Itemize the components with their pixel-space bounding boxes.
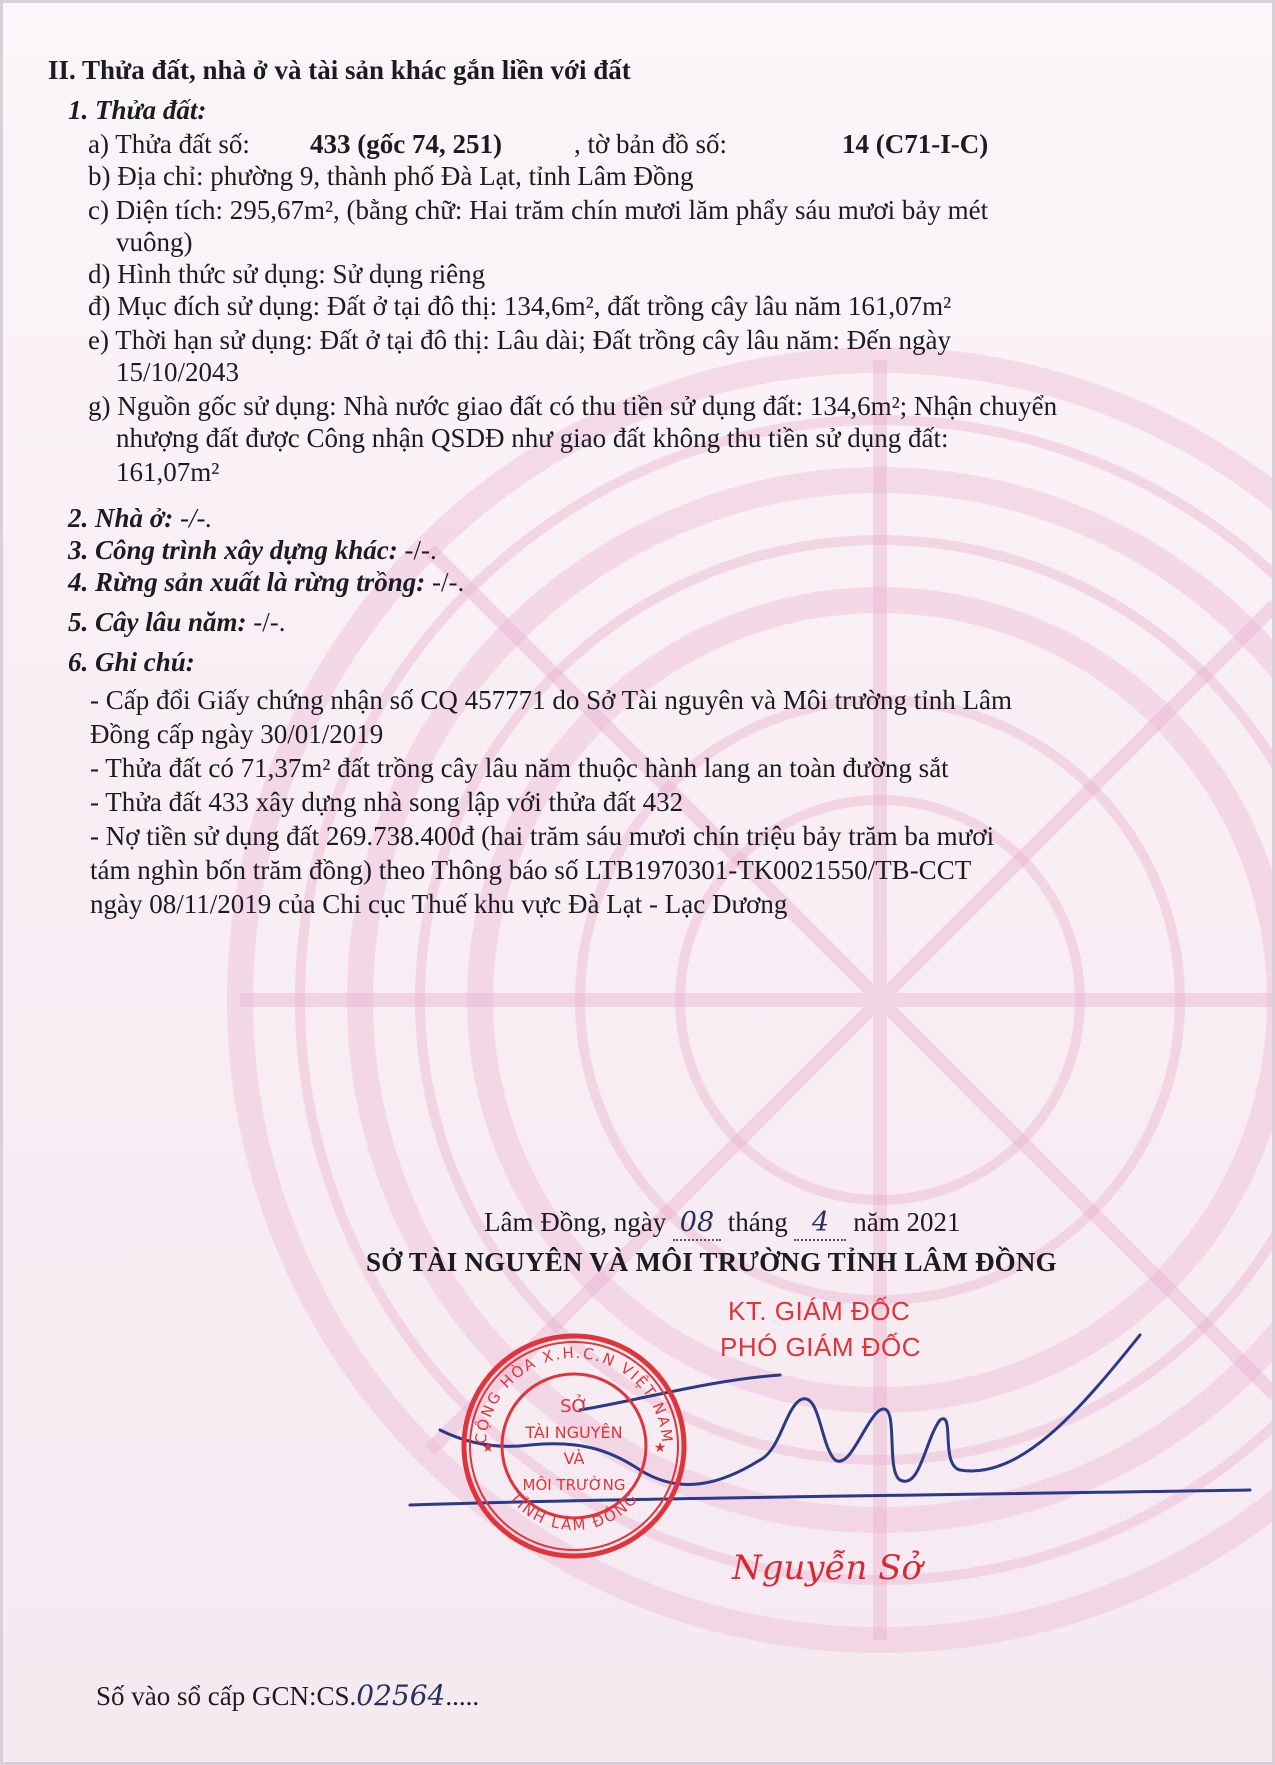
land-number-label: a) Thửa đất số: bbox=[88, 129, 250, 159]
note-1-line-1: - Cấp đổi Giấy chứng nhận số CQ 457771 do Sở Tài nguyên và Môi trường tỉnh Lâm bbox=[90, 685, 1012, 715]
usage-origin-line-2: nhượng đất được Công nhận QSDĐ như giao đất không thu tiền sử dụng đất: bbox=[116, 423, 949, 453]
date-day: 08 bbox=[673, 1207, 721, 1241]
perennial-row bbox=[68, 606, 286, 638]
section-title: II. Thửa đất, nhà ở và tài sản khác gắn liền với đất bbox=[48, 55, 631, 85]
map-sheet-value: 14 (C71-I-C) bbox=[842, 129, 989, 159]
area-line-2: vuông) bbox=[116, 227, 193, 257]
signer-name: Nguyễn Sở bbox=[732, 1548, 923, 1588]
forest-row bbox=[68, 566, 464, 598]
stamp-bottom-text: TỈNH LÂM ĐỒNG bbox=[505, 1488, 643, 1535]
registry-label: Số vào sổ cấp GCN:CS. bbox=[96, 1681, 357, 1711]
land-number-value: 433 (gốc 74, 251) bbox=[310, 129, 502, 159]
note-1-line-2: Đồng cấp ngày 30/01/2019 bbox=[90, 719, 384, 749]
note-4-line-3: ngày 08/11/2019 của Chi cục Thuế khu vực Đà Lạt - Lạc Dương bbox=[90, 889, 788, 919]
perennial-value: -/-. bbox=[253, 607, 286, 637]
note-4-line-1: - Nợ tiền sử dụng đất 269.738.400đ (hai trăm sáu mươi chín triệu bảy trăm ba mươi bbox=[90, 821, 995, 851]
stamp-outer-text: CỘNG HÒA X.H.C.N VIỆT NAM bbox=[471, 1343, 677, 1445]
note-3: - Thửa đất 433 xây dựng nhà song lập với thửa đất 432 bbox=[90, 787, 684, 817]
date-prefix: Lâm Đồng, ngày bbox=[484, 1207, 667, 1237]
registry-number: 02564 bbox=[356, 1679, 446, 1712]
land-heading: 1. Thửa đất: bbox=[68, 95, 207, 125]
forest-value: -/-. bbox=[431, 567, 465, 597]
usage-origin-line-3: 161,07m² bbox=[116, 457, 220, 487]
issuing-organization: SỞ TÀI NGUYÊN VÀ MÔI TRƯỜNG TỈNH LÂM ĐỒNG bbox=[366, 1247, 1057, 1277]
date-year: năm 2021 bbox=[853, 1207, 961, 1237]
notes-heading: 6. Ghi chú: bbox=[68, 647, 195, 677]
other-works-row bbox=[68, 534, 437, 566]
official-stamp bbox=[458, 1330, 690, 1562]
address-line: b) Địa chỉ: phường 9, thành phố Đà Lạt, tỉnh Lâm Đồng bbox=[88, 161, 694, 191]
registry-trailing: ..... bbox=[445, 1681, 480, 1711]
stamp-inner-line-4: MÔI TRƯỜNG bbox=[522, 1476, 626, 1494]
house-heading: 2. Nhà ở: bbox=[68, 503, 174, 533]
role-line-2: PHÓ GIÁM ĐỐC bbox=[720, 1332, 922, 1362]
issue-date-line bbox=[484, 1206, 960, 1241]
usage-origin-line-1: g) Nguồn gốc sử dụng: Nhà nước giao đất có thu tiền sử dụng đất: 134,6m²; Nhận chuyển bbox=[88, 391, 1058, 421]
stamp-inner-line-1: SỞ bbox=[560, 1396, 588, 1417]
usage-term-line-2: 15/10/2043 bbox=[116, 357, 240, 387]
stamp-star-left-icon: ★ bbox=[481, 1441, 495, 1456]
other-works-heading: 3. Công trình xây dựng khác: bbox=[68, 535, 398, 565]
house-value: -/-. bbox=[180, 503, 213, 533]
stamp-inner-line-3: VÀ bbox=[563, 1449, 585, 1468]
house-row bbox=[68, 502, 212, 534]
perennial-heading: 5. Cây lâu năm: bbox=[68, 607, 247, 637]
svg-text:TỈNH LÂM ĐỒNG bbox=[505, 1488, 642, 1534]
note-2: - Thửa đất có 71,37m² đất trồng cây lâu năm thuộc hành lang an toàn đường sắt bbox=[90, 753, 949, 783]
registry-line bbox=[96, 1680, 479, 1712]
map-sheet-label: , tờ bản đồ số: bbox=[574, 129, 728, 159]
usage-purpose-line: đ) Mục đích sử dụng: Đất ở tại đô thị: 134,6m², đất trồng cây lâu năm 161,07m² bbox=[88, 291, 952, 321]
stamp-inner-line-2: TÀI NGUYÊN bbox=[525, 1423, 623, 1442]
note-4-line-2: tám nghìn bốn trăm đồng) theo Thông báo số LTB1970301-TK0021550/TB-CCT bbox=[90, 855, 972, 885]
date-month: 4 bbox=[794, 1207, 846, 1241]
date-month-label: tháng bbox=[727, 1207, 788, 1237]
usage-term-line-1: e) Thời hạn sử dụng: Đất ở tại đô thị: Lâu dài; Đất trồng cây lâu năm: Đến ngày bbox=[88, 325, 951, 355]
forest-heading: 4. Rừng sản xuất là rừng trồng: bbox=[68, 567, 426, 597]
stamp-star-right-icon: ★ bbox=[653, 1441, 667, 1456]
usage-form-line: d) Hình thức sử dụng: Sử dụng riêng bbox=[88, 259, 486, 289]
role-line-1: KT. GIÁM ĐỐC bbox=[728, 1296, 911, 1326]
other-works-value: -/-. bbox=[404, 535, 437, 565]
area-line-1: c) Diện tích: 295,67m², (bằng chữ: Hai trăm chín mươi lăm phẩy sáu mươi bảy mét bbox=[88, 195, 989, 225]
